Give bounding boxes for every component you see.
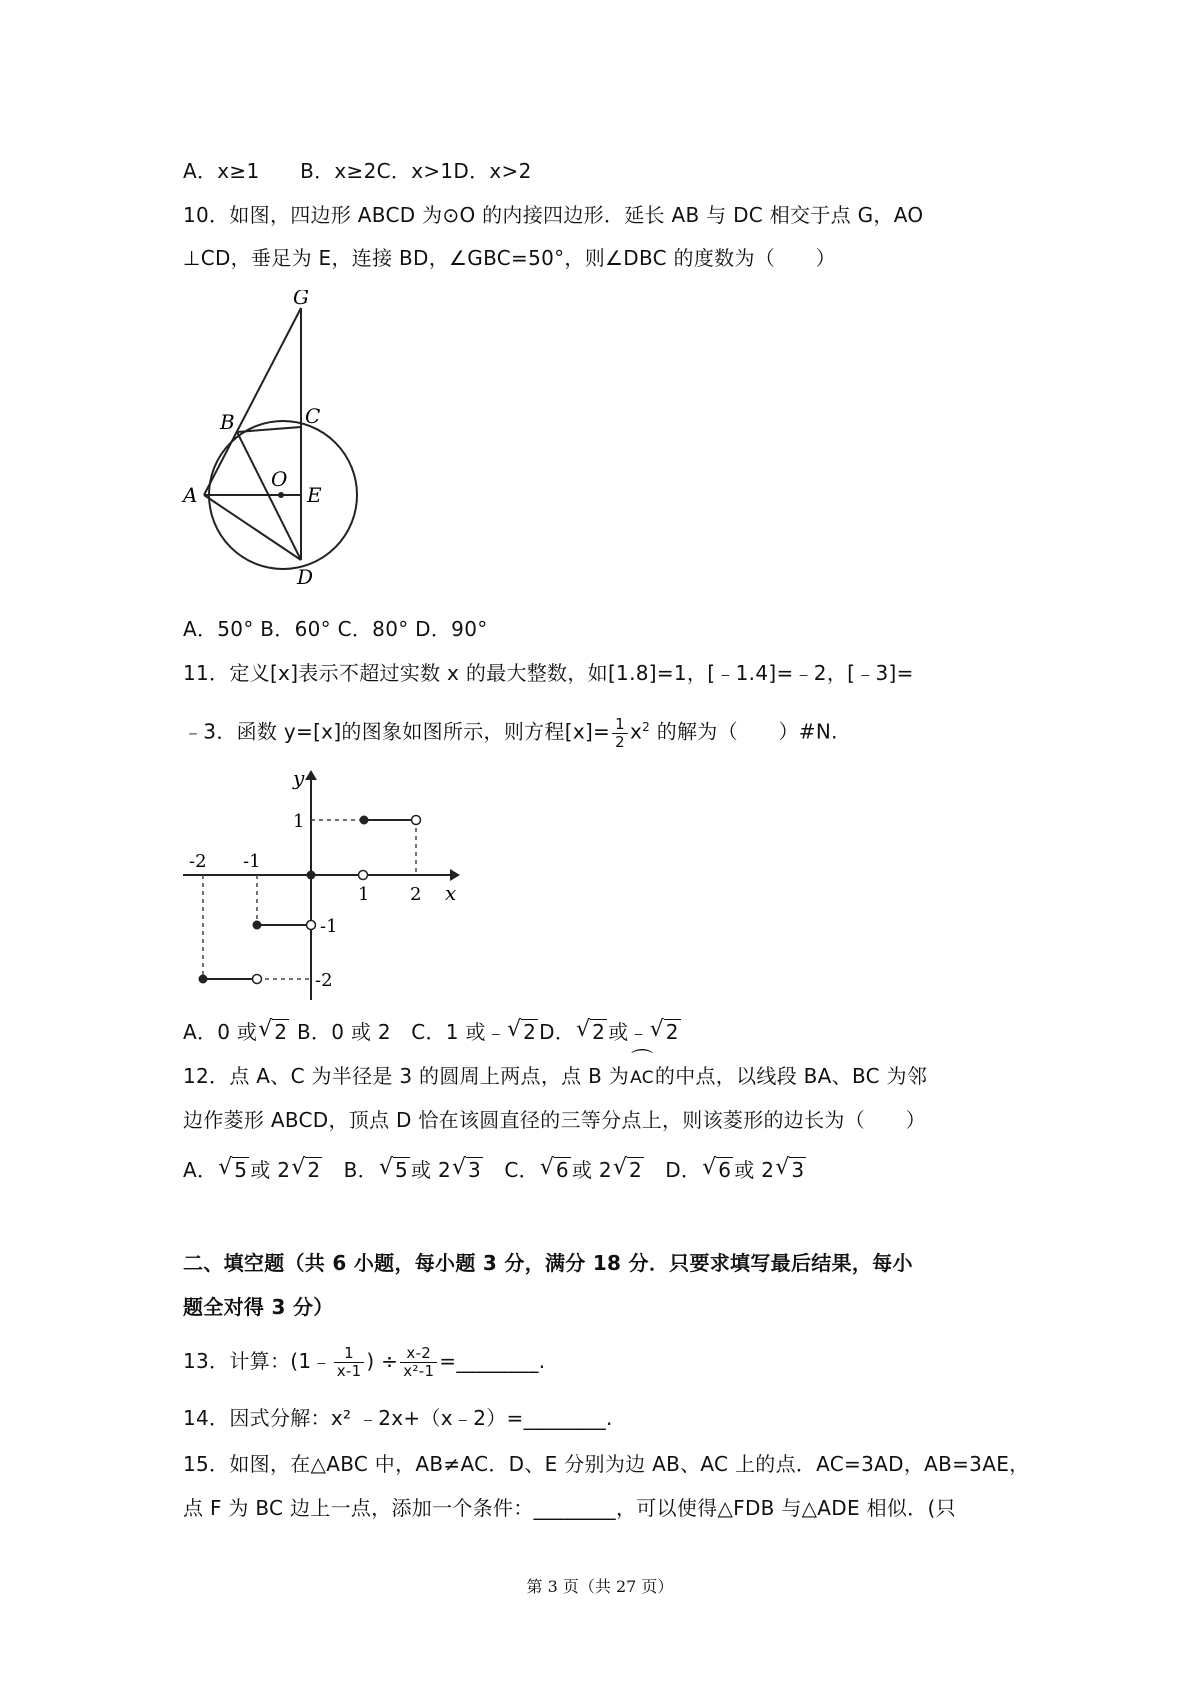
- label-a: A: [183, 483, 198, 507]
- q9-options: A．x≥1 B．x≥2C．x>1D．x>2: [183, 159, 532, 183]
- q10-options: A．50° B．60° C．80° D．90°: [183, 617, 488, 641]
- y-axis-arrow: [305, 770, 317, 780]
- q11-options: A．0 或√ 2 B．0 或 2 C．1 或﹣√ 2 D．√ 2 或﹣√ 2: [183, 1017, 682, 1047]
- label-b: B: [220, 410, 235, 434]
- q11-line1: 11．定义[x]表示不超过实数 x 的最大整数，如[1.8]=1，[﹣1.4]=﹣2，[﹣3]=: [183, 661, 914, 685]
- label-c: C: [305, 404, 321, 428]
- q11-text-post: 的解为（ ）#N.: [650, 719, 838, 744]
- q11-line2: ﹣3．函数 y=[x]的图象如图所示，则方程[x]= $\frac{1}{2}$ $x^2$ 的解为（ ）#N.: [183, 714, 838, 751]
- q10-line2: ⊥CD，垂足为 E，连接 BD，∠GBC=50°，则∠DBC 的度数为（ ）: [183, 246, 836, 270]
- x-axis-arrow: [450, 869, 460, 881]
- q11-graph: [175, 765, 465, 1005]
- tick-neg2x: -2: [189, 851, 207, 872]
- page-footer: 第 3 页（共 27 页）: [526, 1577, 674, 1596]
- label-g: G: [293, 290, 309, 309]
- label-o: O: [271, 467, 288, 491]
- label-d: D: [297, 565, 314, 589]
- tick-1x: 1: [358, 884, 370, 905]
- q12-options: A．√ 5 或 2√ 2 B．√ 5 或 2√ 3 C．√ 6 或 2√ 2 D．√ 6 或 2√ 3: [183, 1155, 807, 1185]
- label-x: x: [445, 881, 457, 905]
- tick-1y: 1: [293, 811, 305, 832]
- fraction-half: $\frac{1}{2}$: [612, 716, 628, 751]
- label-y: y: [293, 766, 305, 790]
- point-o: [278, 492, 284, 498]
- line-ad: [204, 495, 301, 560]
- label-e: E: [307, 483, 322, 507]
- q10-line1: 10．如图，四边形 ABCD 为⊙O 的内接四边形．延长 AB 与 DC 相交于点 G，AO: [183, 203, 924, 227]
- q14: 14．因式分解：x² ﹣2x+（x﹣2）=________.: [183, 1406, 613, 1430]
- q15-line2: 点 F 为 BC 边上一点，添加一个条件：________，可以使得△FDB 与△ADE 相似．(只: [183, 1496, 956, 1520]
- q12-line2: 边作菱形 ABCD，顶点 D 恰在该圆直径的三等分点上，则该菱形的边长为（ ）: [183, 1108, 926, 1132]
- arc-ac: ⌒ AC: [629, 1063, 655, 1093]
- q12-line1: 12．点 A、C 为半径是 3 的圆周上两点，点 B 为⌒ AC的中点，以线段 BA、BC 为邻: [183, 1061, 927, 1093]
- tick-2x: 2: [410, 884, 422, 905]
- q10-figure: [175, 290, 375, 600]
- q13: 13．计算：(1﹣ $\frac{1}{x-1}$ ) ÷ $\frac{x-2}{\text{x²-1}}$ =________.: [183, 1344, 546, 1380]
- section2-heading-1: 二、填空题（共 6 小题，每小题 3 分，满分 18 分．只要求填写最后结果，每小: [183, 1251, 913, 1275]
- q15-line1: 15．如图，在△ABC 中，AB≠AC．D、E 分别为边 AB、AC 上的点．AC=3AD，AB=3AE，: [183, 1452, 1030, 1476]
- tick-neg2y: -2: [315, 970, 333, 991]
- tick-neg1y: -1: [320, 916, 338, 937]
- section2-heading-2: 题全对得 3 分）: [183, 1295, 334, 1319]
- tick-neg1x: -1: [243, 851, 261, 872]
- q11-text-pre: ﹣3．函数 y=[x]的图象如图所示，则方程[x]=: [183, 719, 611, 744]
